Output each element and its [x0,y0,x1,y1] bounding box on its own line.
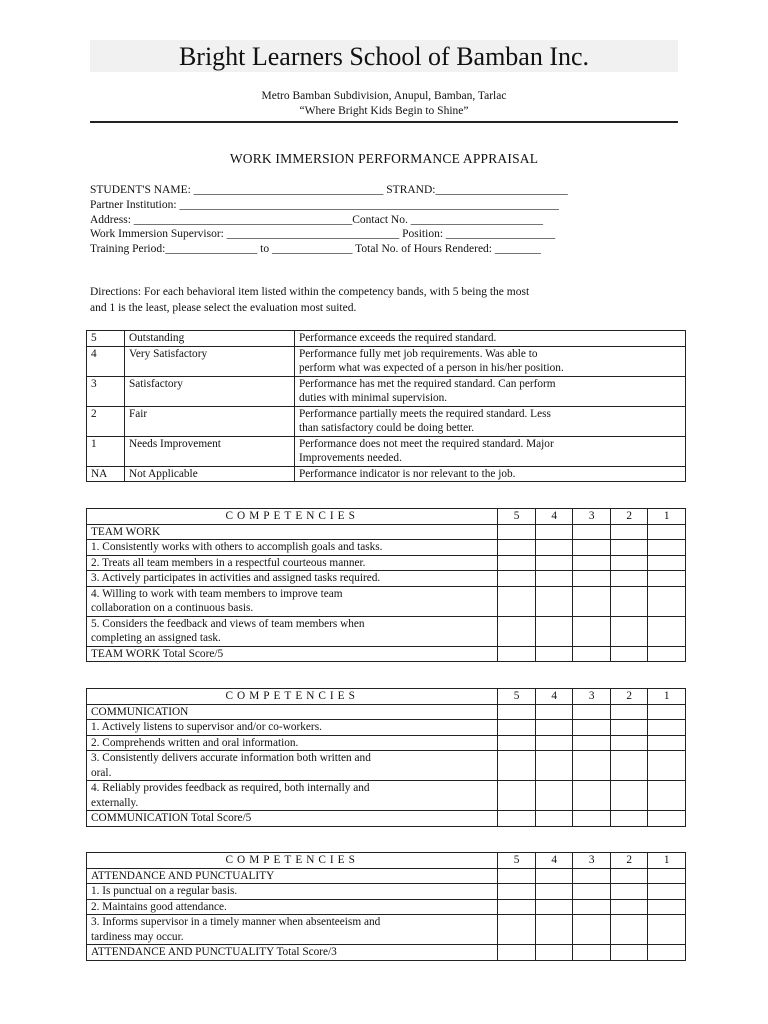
rating-cell[interactable] [535,571,573,587]
competency-item-line: 1. Consistently works with others to accomplish goals and tasks. [91,541,383,553]
rating-cell[interactable] [498,586,536,616]
rating-cell[interactable] [498,915,536,945]
section-title-row [87,868,686,884]
scale-label: Satisfactory [125,376,295,406]
scale-row [87,466,686,482]
rating-cell[interactable] [573,915,611,945]
rating-column-header: 3 [573,853,611,869]
rating-scale-table [86,330,686,482]
empty-cell [573,868,611,884]
rating-cell[interactable] [610,586,648,616]
total-score-cell[interactable] [610,811,648,827]
rating-cell[interactable] [498,540,536,556]
rating-cell[interactable] [648,884,686,900]
total-score-cell[interactable] [573,811,611,827]
total-score-label: COMMUNICATION Total Score/5 [87,811,498,827]
total-score-row [87,646,686,662]
competency-item [87,540,498,556]
competency-item-row [87,586,686,616]
total-score-cell[interactable] [535,646,573,662]
training-period-hours-line[interactable]: Training Period:________________ to ______________ Total No. of Hours Rendered: ________ [90,243,541,255]
rating-cell[interactable] [573,884,611,900]
scale-row [87,436,686,466]
rating-cell[interactable] [573,751,611,781]
rating-cell[interactable] [573,571,611,587]
rating-column-header: 2 [610,853,648,869]
rating-column-header: 4 [535,689,573,705]
rating-cell[interactable] [535,751,573,781]
rating-column-header: 5 [498,689,536,705]
empty-cell [535,704,573,720]
empty-cell [573,524,611,540]
rating-cell[interactable] [648,781,686,811]
scale-description-line: duties with minimal supervision. [299,392,448,404]
empty-cell [648,704,686,720]
empty-cell [610,524,648,540]
scale-description-line: Improvements needed. [299,452,402,464]
rating-cell[interactable] [535,915,573,945]
scale-code: 1 [87,436,125,466]
competency-item [87,555,498,571]
rating-column-header: 1 [648,853,686,869]
competency-item-row [87,720,686,736]
directions-line-1: Directions: For each behavioral item listed within the competency bands, with 5 being the most [90,286,530,298]
scale-label: Outstanding [125,331,295,347]
competencies-header-row [87,509,686,525]
empty-cell [610,868,648,884]
supervisor-position-line[interactable]: Work Immersion Supervisor: ______________________________ Position: ___________________ [90,228,556,240]
scale-description-line: Performance indicator is nor relevant to the job. [299,467,516,480]
competencies-header: COMPETENCIES [87,509,498,525]
total-score-cell[interactable] [498,811,536,827]
rating-cell[interactable] [648,616,686,646]
student-name-strand-line[interactable]: STUDENT'S NAME: _________________________________ STRAND:_______________________ [90,184,568,196]
empty-cell [610,704,648,720]
total-score-cell[interactable] [573,646,611,662]
competency-item-row [87,884,686,900]
rating-cell[interactable] [610,720,648,736]
rating-cell[interactable] [573,616,611,646]
rating-cell[interactable] [648,540,686,556]
total-score-label: TEAM WORK Total Score/5 [87,646,498,662]
rating-column-header: 5 [498,853,536,869]
empty-cell [648,868,686,884]
competencies-header: COMPETENCIES [87,689,498,705]
competency-item-row [87,751,686,781]
rating-cell[interactable] [648,735,686,751]
competency-item [87,571,498,587]
competency-item [87,735,498,751]
total-score-cell[interactable] [610,945,648,961]
empty-cell [535,868,573,884]
competency-item-line: 3. Consistently delivers accurate information both written and [91,752,371,764]
rating-cell[interactable] [648,586,686,616]
total-score-cell[interactable] [498,646,536,662]
rating-cell[interactable] [498,899,536,915]
competency-item-line: externally. [91,796,139,809]
team-work-table [86,508,686,662]
rating-cell[interactable] [610,735,648,751]
scale-description [295,331,686,347]
directions-text [90,285,680,316]
rating-cell[interactable] [610,915,648,945]
scale-code: 3 [87,376,125,406]
school-address: Metro Bamban Subdivision, Anupul, Bamban, Tarlac [261,90,507,102]
competency-item-row [87,735,686,751]
scale-code: 4 [87,346,125,376]
rating-cell[interactable] [573,586,611,616]
rating-cell[interactable] [648,915,686,945]
empty-cell [498,868,536,884]
competency-item-line: 1. Actively listens to supervisor and/or co-workers. [91,721,322,733]
rating-cell[interactable] [648,571,686,587]
rating-cell[interactable] [535,540,573,556]
rating-cell[interactable] [498,616,536,646]
competency-item-row [87,616,686,646]
competency-item-row [87,915,686,945]
rating-cell[interactable] [648,751,686,781]
rating-cell[interactable] [573,720,611,736]
rating-cell[interactable] [535,781,573,811]
competency-item-line: 2. Maintains good attendance. [91,900,227,913]
competency-item-line: oral. [91,766,112,779]
rating-cell[interactable] [535,899,573,915]
competency-item [87,884,498,900]
school-name: Bright Learners School of Bamban Inc. [90,40,678,72]
scale-description [295,376,686,406]
rating-column-header: 5 [498,509,536,525]
section-title-row [87,704,686,720]
rating-cell[interactable] [573,540,611,556]
rating-cell[interactable] [610,781,648,811]
competency-item [87,586,498,616]
competency-item-line: 3. Actively participates in activities and assigned tasks required. [91,572,381,584]
competency-item-row [87,781,686,811]
school-tagline: “Where Bright Kids Begin to Shine” [299,105,469,117]
competency-item-row [87,899,686,915]
total-score-cell[interactable] [610,646,648,662]
rating-cell[interactable] [573,781,611,811]
rating-cell[interactable] [535,586,573,616]
rating-cell[interactable] [648,555,686,571]
rating-cell[interactable] [498,571,536,587]
competency-item-line: 1. Is punctual on a regular basis. [91,885,238,897]
scale-description [295,436,686,466]
attendance-punctuality-table [86,852,686,961]
directions-line-2: and 1 is the least, please select the evaluation most suited. [90,301,357,314]
scale-description-line: perform what was expected of a person in his/her position. [299,362,564,374]
total-score-label: ATTENDANCE AND PUNCTUALITY Total Score/3 [87,945,498,961]
rating-cell[interactable] [610,571,648,587]
scale-label: Needs Improvement [125,436,295,466]
rating-cell[interactable] [535,555,573,571]
scale-description-line: Performance does not meet the required standard. Major [299,437,554,450]
scale-description-line: Performance exceeds the required standard. [299,332,497,344]
rating-cell[interactable] [498,555,536,571]
scale-description-line: Performance fully met job requirements. Was able to [299,347,538,360]
scale-description [295,466,686,482]
competency-item [87,781,498,811]
total-score-cell[interactable] [573,945,611,961]
scale-code: 2 [87,406,125,436]
competency-item-line: 2. Comprehends written and oral information. [91,736,299,749]
rating-cell[interactable] [498,781,536,811]
empty-cell [498,524,536,540]
total-score-cell[interactable] [648,945,686,961]
section-title: ATTENDANCE AND PUNCTUALITY [87,868,498,884]
rating-cell[interactable] [535,735,573,751]
address-contact-line[interactable]: Address: ______________________________________Contact No. _______________________ [90,214,543,226]
rating-cell[interactable] [610,884,648,900]
competency-item-line: 5. Considers the feedback and views of team members when [91,617,365,630]
rating-cell[interactable] [535,616,573,646]
rating-column-header: 2 [610,689,648,705]
scale-row [87,406,686,436]
empty-cell [573,704,611,720]
competency-item-line: 2. Treats all team members in a respectful courteous manner. [91,556,366,569]
competency-item [87,720,498,736]
scale-description-line: than satisfactory could be doing better. [299,422,475,434]
rating-column-header: 3 [573,689,611,705]
rating-cell[interactable] [610,555,648,571]
scale-label: Fair [125,406,295,436]
competency-item [87,616,498,646]
rating-cell[interactable] [610,751,648,781]
rating-cell[interactable] [573,735,611,751]
competency-item-line: collaboration on a continuous basis. [91,602,254,614]
total-score-row [87,811,686,827]
rating-cell[interactable] [535,884,573,900]
total-score-cell[interactable] [648,646,686,662]
competency-item-line: 3. Informs supervisor in a timely manner when absenteeism and [91,916,381,928]
rating-cell[interactable] [535,720,573,736]
total-score-cell[interactable] [648,811,686,827]
rating-column-header: 3 [573,509,611,525]
competency-item [87,751,498,781]
scale-description-line: Performance partially meets the required standard. Less [299,407,551,420]
rating-cell[interactable] [498,720,536,736]
rating-cell[interactable] [573,899,611,915]
scale-code: NA [87,466,125,482]
rating-cell[interactable] [498,735,536,751]
scale-row [87,346,686,376]
scale-code: 5 [87,331,125,347]
total-score-cell[interactable] [535,811,573,827]
scale-row [87,331,686,347]
competency-item-line: completing an assigned task. [91,632,221,644]
rating-column-header: 1 [648,509,686,525]
competencies-header-row [87,689,686,705]
rating-cell[interactable] [498,751,536,781]
scale-description [295,406,686,436]
rating-cell[interactable] [498,884,536,900]
competency-item [87,899,498,915]
total-score-row [87,945,686,961]
competency-item-line: tardiness may occur. [91,930,184,943]
header-divider [90,121,678,123]
total-score-cell[interactable] [535,945,573,961]
scale-row [87,376,686,406]
competency-item-row [87,540,686,556]
section-title-row [87,524,686,540]
rating-column-header: 4 [535,853,573,869]
rating-cell[interactable] [610,899,648,915]
rating-cell[interactable] [610,540,648,556]
empty-cell [498,704,536,720]
total-score-cell[interactable] [498,945,536,961]
section-title: TEAM WORK [87,524,498,540]
rating-column-header: 1 [648,689,686,705]
competency-item-line: 4. Reliably provides feedback as required, both internally and [91,782,370,794]
scale-label: Not Applicable [125,466,295,482]
communication-table [86,688,686,827]
rating-cell[interactable] [610,616,648,646]
rating-column-header: 2 [610,509,648,525]
rating-column-header: 4 [535,509,573,525]
scale-description-line: Performance has met the required standard. Can perform [299,377,556,390]
empty-cell [535,524,573,540]
empty-cell [648,524,686,540]
competency-item-row [87,555,686,571]
form-title: WORK IMMERSION PERFORMANCE APPRAISAL [229,151,539,166]
section-title: COMMUNICATION [87,704,498,720]
competency-item-line: 4. Willing to work with team members to improve team [91,587,343,600]
scale-label: Very Satisfactory [125,346,295,376]
rating-cell[interactable] [648,899,686,915]
rating-cell[interactable] [573,555,611,571]
scale-description [295,346,686,376]
rating-cell[interactable] [648,720,686,736]
competency-item-row [87,571,686,587]
competencies-header: COMPETENCIES [87,853,498,869]
competencies-header-row [87,853,686,869]
competency-item [87,915,498,945]
partner-institution-line[interactable]: Partner Institution: __________________________________________________________________ [90,199,559,211]
